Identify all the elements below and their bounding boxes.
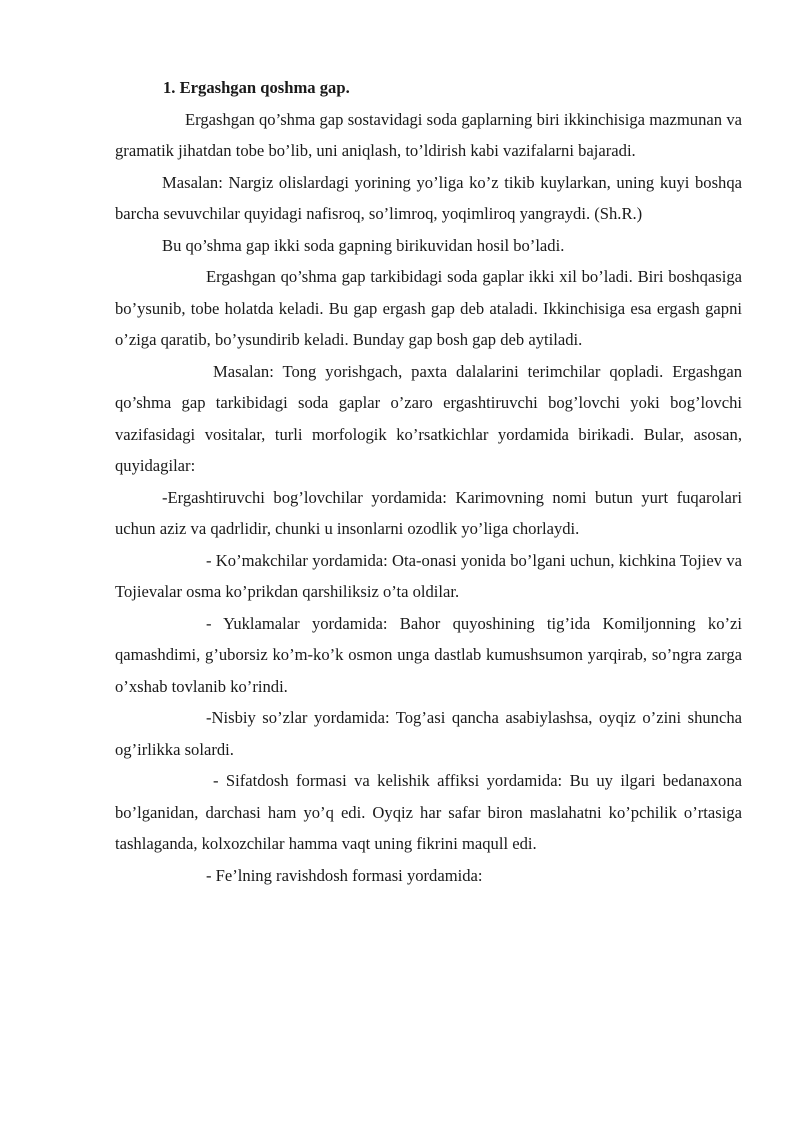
paragraph-example-1: Masalan: Nargiz olislardagi yorining yo’liga ko’z tikib kuylarkan, uning kuyi boshqa barcha sevuvchilar quyidagi nafisroq, so’limroq, yoqimliroq yangraydi. (Sh.R.) (115, 172, 742, 223)
list-item-particles: - Yuklamalar yordamida: Bahor quyoshining tig’ida Komiljonning ko’zi qamashdimi, g’uborsiz ko’m-ko’k osmon unga dastlab kumushsumon yarqirab, so’ngra zarga o’xshab tovlanib ko’rindi. (115, 613, 742, 696)
document-page (115, 72, 742, 891)
paragraph-note: Bu qo’shma gap ikki soda gapning birikuvidan hosil bo’ladi. (162, 235, 565, 255)
list-item-gerund: - Fe’lning ravishdosh formasi yordamida: (206, 865, 483, 885)
list-item-relative-words: -Nisbiy so’zlar yordamida: Tog’asi qancha asabiylashsa, oyqiz o’zini shuncha og’irlikka solardi. (115, 708, 742, 759)
list-item-postpositions: - Ko’makchilar yordamida: Ota-onasi yonida bo’lgani uchun, kichkina Tojiev va Tojievalar osma ko’prikdan qarshiliksiz o’ta oldilar. (115, 550, 742, 601)
paragraph-definition: Ergashgan qo’shma gap sostavidagi soda gaplarning biri ikkinchisiga mazmunan va gramatik jihatdan tobe bo’lib, uni aniqlash, to’ldirish kabi vazifalarni bajaradi. (115, 109, 742, 160)
section-heading: 1. Ergashgan qoshma gap. (163, 78, 350, 97)
list-item-conjunctions: -Ergashtiruvchi bog’lovchilar yordamida: Karimovning nomi butun yurt fuqarolari uchun aziz va qadrlidir, chunki u insonlarni ozodlik yo’liga chorlaydi. (115, 487, 742, 538)
paragraph-structure: Ergashgan qo’shma gap tarkibidagi soda gaplar ikki xil bo’ladi. Biri boshqasiga bo’ysunib, tobe holatda keladi. Bu gap ergash gap deb ataladi. Ikkinchisiga esa ergash gapni o’ziga qaratib, bo’ysundirib keladi. Bunday gap bosh gap deb aytiladi. (115, 267, 742, 349)
paragraph-example-2: Masalan: Tong yorishgach, paxta dalalarini terimchilar qopladi. Ergashgan qo’shma gap tarkibidagi soda gaplar o’zaro ergashtiruvchi bog’lovchi yoki bog’lovchi vazifasidagi vositalar, turli morfologik ko’rsatkichlar yordamida birikadi. Bular, asosan, quyidagilar: (115, 361, 742, 475)
list-item-participle: - Sifatdosh formasi va kelishik affiksi yordamida: Bu uy ilgari bedanaxona bo’lganidan, darchasi ham yo’q edi. Oyqiz har safar biron maslahatni ko’pchilik o’rtasiga tashlaganda, kolxozchilar hamma vaqt uning fikrini maqull edi. (115, 771, 742, 853)
